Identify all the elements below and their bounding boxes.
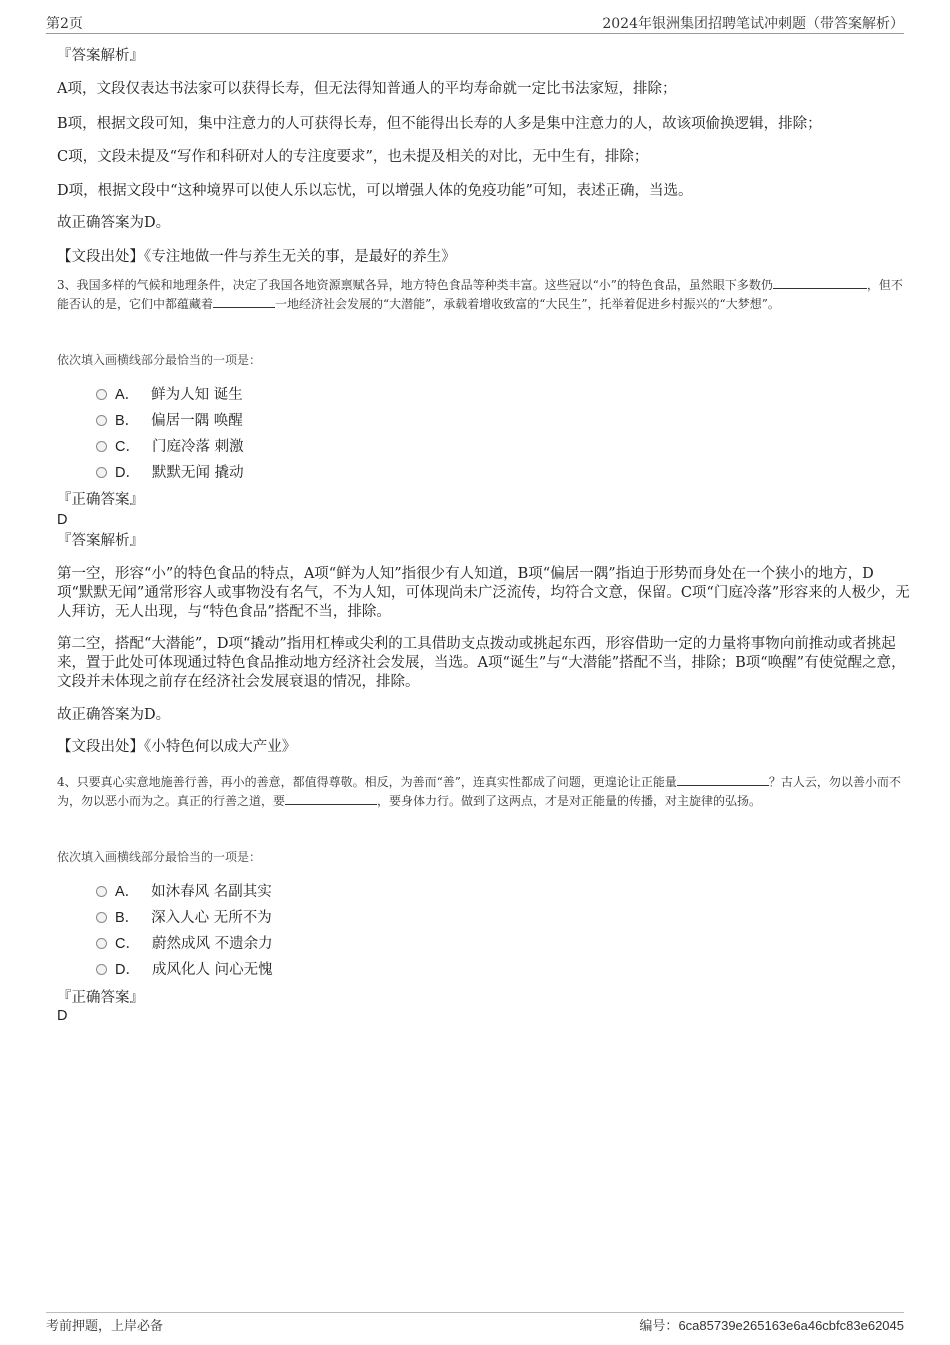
- q3-answer: D: [57, 512, 68, 528]
- q4-option-d[interactable]: D． 成风化人 问心无愧: [96, 961, 273, 979]
- page-footer: [46, 1312, 904, 1339]
- q4-answer: D: [57, 1008, 68, 1024]
- radio-icon[interactable]: [96, 886, 107, 897]
- q4-option-b[interactable]: B． 深入人心 无所不为: [96, 909, 272, 927]
- blank-line: [213, 295, 275, 308]
- q2-analysis-heading: 『答案解析』: [57, 48, 144, 64]
- q3-answer-heading: 『正确答案』: [57, 492, 144, 508]
- q3-analysis-p2: 第二空，搭配“大潜能”，D项“撬动”指用杠棒或尖利的工具借助支点拨动或挑起东西，形容借助一定的力量将事物向前推动或者挑起来，置于此处可体现通过特色食品推动地方经济社会发展，当选。A项“诞生”与“大潜能”搭配不当，排除；B项“唤醒”有使觉醒之意，文段并未体现之前存在经济社会发展衰退的情况，排除。: [57, 636, 906, 690]
- q2-analysis-d: D项，根据文段中“这种境界可以使人乐以忘忧，可以增强人体的免疫功能”可知，表述正确，当选。: [57, 183, 693, 199]
- q2-source: 【文段出处】《专注地做一件与养生无关的事，是最好的养生》: [57, 249, 456, 265]
- radio-icon[interactable]: [96, 964, 107, 975]
- q3-source: 【文段出处】《小特色何以成大产业》: [57, 739, 297, 755]
- radio-icon[interactable]: [96, 415, 107, 426]
- q4-option-a[interactable]: A． 如沐春风 名副其实: [96, 883, 272, 901]
- q2-conclusion: 故正确答案为D。: [57, 215, 171, 231]
- radio-icon[interactable]: [96, 938, 107, 949]
- q4-answer-heading: 『正确答案』: [57, 990, 144, 1006]
- q3-option-b[interactable]: B． 偏居一隅 唤醒: [96, 412, 243, 430]
- q3-analysis-heading: 『答案解析』: [57, 533, 144, 549]
- q3-stem: 3、我国多样的气候和地理条件，决定了我国各地资源禀赋各异，地方特色食品等种类丰富。这些冠以“小”的特色食品，虽然眼下多数仍 ，但不能否认的是，它们中都蕴藏着 一地经济社会发展的“大潜能”，承载着增收致富的“大民生”，托举着促进乡村振兴的“大梦想”。: [57, 278, 903, 311]
- radio-icon[interactable]: [96, 441, 107, 452]
- q2-analysis-b: B项，根据文段可知，集中注意力的人可获得长寿，但不能得出长寿的人多是集中注意力的人，故该项偷换逻辑，排除；: [57, 116, 822, 132]
- blank-line: [773, 276, 867, 289]
- q3-option-d[interactable]: D． 默默无闻 撬动: [96, 464, 244, 482]
- q2-analysis-a: A项，文段仅表达书法家可以获得长寿，但无法得知普通人的平均寿命就一定比书法家短，排除；: [57, 81, 677, 97]
- radio-icon[interactable]: [96, 467, 107, 478]
- q4-prompt: 依次填入画横线部分最恰当的一项是：: [57, 850, 262, 864]
- blank-line: [285, 792, 377, 805]
- q2-analysis-c: C项，文段未提及“写作和科研对人的专注度要求”，也未提及相关的对比，无中生有，排除；: [57, 149, 649, 165]
- footer-slogan: 考前押题，上岸必备: [46, 1319, 164, 1334]
- q3-option-a[interactable]: A． 鲜为人知 诞生: [96, 386, 243, 404]
- q3-analysis-p1: 第一空，形容“小”的特色食品的特点，A项“鲜为人知”指很少有人知道，B项“偏居一隅”指迫于形势而身处在一个狭小的地方，D项“默默无闻”通常形容人或事物没有名气，不为人知，可体现尚未广泛流传，均符合文意，保留。C项“门庭冷落”形容来的人极少，无人拜访，无人出现，与“特色食品”搭配不当，排除。: [57, 566, 910, 620]
- q3-option-c[interactable]: C． 门庭冷落 刺激: [96, 438, 244, 456]
- blank-line: [677, 773, 769, 786]
- q3-prompt: 依次填入画横线部分最恰当的一项是：: [57, 353, 262, 367]
- q4-stem: 4、只要真心实意地施善行善，再小的善意，都值得尊敬。相反，为善而“善”，连真实性都成了问题，更遑论让正能量 ？古人云，勿以善小而不为，勿以恶小而为之。真正的行善之道，要 ，要身体力行。做到了这两点，才是对正能量的传播，对主旋律的弘扬。: [57, 775, 901, 808]
- q4-option-c[interactable]: C． 蔚然成风 不遗余力: [96, 935, 273, 953]
- radio-icon[interactable]: [96, 912, 107, 923]
- document-title: 2024年银洲集团招聘笔试冲刺题（带答案解析）: [602, 16, 904, 32]
- page-number: 第2页: [46, 16, 83, 32]
- page-header: [46, 13, 904, 34]
- q3-conclusion: 故正确答案为D。: [57, 707, 171, 723]
- document-code: 编号：6ca85739e265163e6a46cbfc83e62045: [639, 1318, 904, 1334]
- radio-icon[interactable]: [96, 389, 107, 400]
